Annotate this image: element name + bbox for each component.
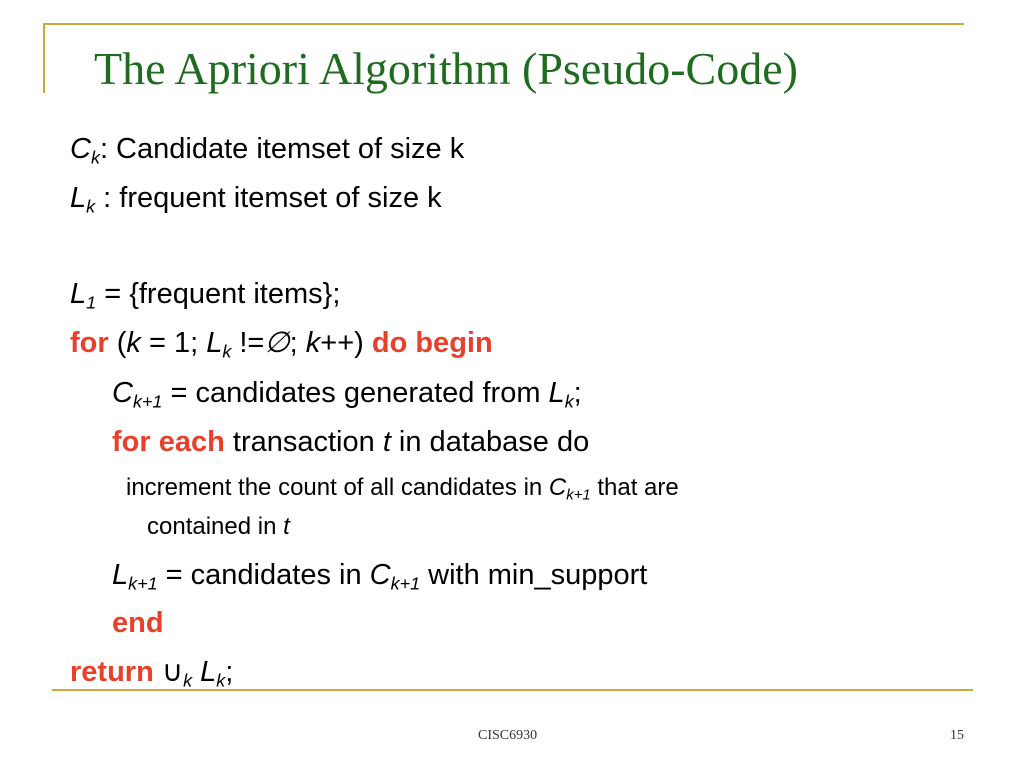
- return-line: [70, 655, 233, 689]
- lk-definition: [70, 181, 442, 215]
- contained-text: contained in: [147, 513, 284, 540]
- footer-course: CISC6930: [478, 728, 538, 743]
- for-sep-text: ;: [289, 327, 306, 359]
- end-line: [112, 606, 164, 640]
- l1-init-line: [70, 277, 340, 311]
- end-keyword: end: [112, 607, 164, 639]
- lk1-text-end: with min_support: [420, 559, 648, 591]
- ck-definition-text: : Candidate itemset of size k: [99, 133, 465, 165]
- t-variable-contained: t: [283, 513, 290, 540]
- for-each-keyword: for each: [112, 426, 225, 458]
- not-equal-text: !=: [231, 327, 265, 359]
- l1-symbol: L: [70, 278, 87, 310]
- page-number: 15: [950, 728, 964, 743]
- increment-text-end: that are: [590, 474, 679, 501]
- for-each-text: transaction: [224, 426, 383, 458]
- lk-symbol: L: [70, 182, 87, 214]
- for-keyword: for: [70, 327, 109, 359]
- union-subscript: k: [183, 670, 193, 691]
- l1-text: = {frequent items};: [96, 278, 341, 310]
- lk-subscript-ck1: k: [564, 391, 574, 412]
- ck1-subscript-increment: k+1: [566, 487, 591, 504]
- k-variable-increment: k: [305, 327, 321, 359]
- lk-symbol-loop: L: [206, 327, 223, 359]
- top-rule: [43, 23, 964, 25]
- lk-symbol-return: L: [192, 656, 217, 688]
- lk1-line: [112, 558, 647, 592]
- do-begin-keyword: do begin: [371, 327, 493, 359]
- lk1-symbol: L: [112, 559, 129, 591]
- for-loop-line: [70, 326, 493, 360]
- ck1-symbol-lk1: C: [369, 559, 391, 591]
- ck-symbol: C: [70, 133, 91, 165]
- ck1-semicolon: ;: [573, 377, 582, 409]
- ck-subscript: k: [90, 147, 100, 168]
- t-variable: t: [382, 426, 391, 458]
- for-init-text: = 1;: [140, 327, 207, 359]
- return-semicolon: ;: [225, 656, 234, 688]
- left-rule: [43, 23, 45, 93]
- for-paren-open: (: [108, 327, 127, 359]
- union-symbol: ∪: [153, 656, 184, 688]
- slide-title: The Apriori Algorithm (Pseudo-Code): [94, 43, 798, 94]
- ck-definition: [70, 132, 464, 166]
- l1-subscript: 1: [86, 292, 97, 313]
- for-each-text-end: in database do: [390, 426, 590, 458]
- lk-subscript-loop: k: [222, 341, 232, 362]
- lk-symbol-ck1: L: [548, 377, 565, 409]
- ck1-symbol-increment: C: [548, 474, 567, 501]
- ck1-subscript-lk1: k+1: [390, 573, 421, 594]
- lk1-subscript: k+1: [128, 573, 158, 594]
- contained-line: [147, 513, 290, 541]
- ck1-generation-line: [112, 376, 582, 410]
- increment-text: increment the count of all candidates in: [126, 474, 549, 501]
- empty-set-symbol: ∅: [264, 327, 290, 359]
- lk1-text: = candidates in: [157, 559, 370, 591]
- increment-text: ++): [320, 327, 372, 359]
- ck1-subscript: k+1: [132, 391, 163, 412]
- for-each-line: [112, 425, 589, 459]
- ck1-symbol: C: [112, 377, 133, 409]
- ck1-text: = candidates generated from: [162, 377, 549, 409]
- lk-subscript: k: [86, 196, 96, 217]
- lk-subscript-return: k: [216, 670, 226, 691]
- k-variable: k: [126, 327, 141, 359]
- lk-definition-text: : frequent itemset of size k: [95, 182, 442, 214]
- increment-line: [126, 474, 679, 502]
- return-keyword: return: [70, 656, 154, 688]
